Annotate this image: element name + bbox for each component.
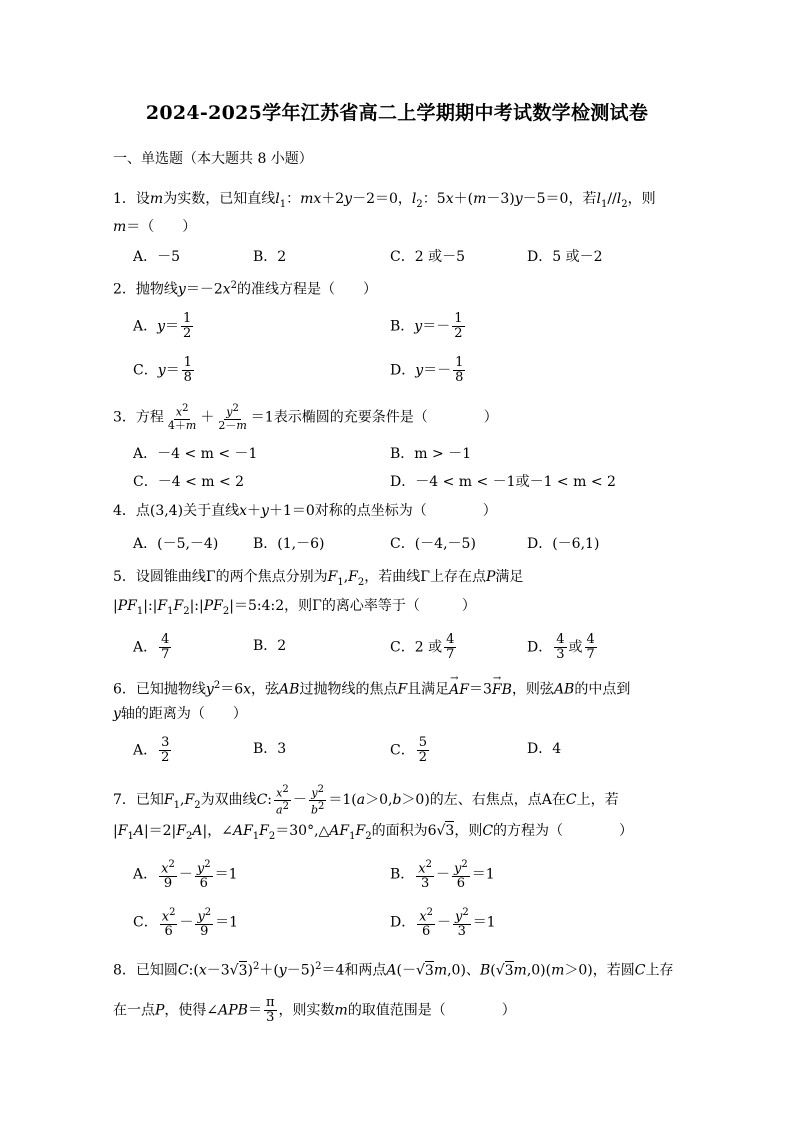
q6-option-d[interactable]: D．4 [527, 741, 562, 757]
section-heading: 一、单选题（本大题共 8 小题） [113, 151, 313, 167]
q4-option-d[interactable]: D．(－6,1) [527, 536, 600, 552]
q4-option-a[interactable]: A．(－5,－4) [133, 536, 219, 552]
q6-option-b[interactable]: B．3 [253, 741, 287, 757]
q7-option-a[interactable]: A． $\frac{x^2}{9}$ － $\frac{y^2}{6}$ ＝1 [133, 859, 238, 892]
q1-option-c[interactable]: C．2 或－5 [390, 249, 465, 265]
question-3-stem: 3．方程 $\frac{x^2}{4+m}$ ＋ $\frac{y^2}{2-m}$ ＝1表示椭圆的充要条件是（ ） [113, 403, 498, 432]
q4-option-c[interactable]: C．(－4,－5) [390, 536, 476, 552]
q1-option-d[interactable]: D．5 或－2 [527, 249, 603, 265]
question-6-stem-2: y轴的距离为（ ） [113, 706, 247, 722]
q5-option-d[interactable]: D． $\frac{4}{3}$ 或 $\frac{4}{7}$ [527, 632, 595, 662]
q3-option-a[interactable]: A．－4 < m < －1 [133, 446, 258, 462]
question-1-stem: 1．设m为实数，已知直线$l_1$：mx＋2y－2＝0，$l_2$：5x＋(m－3)y－5＝0，若$l_1//l_2$，则 [113, 191, 656, 210]
question-1-tail: m＝（ ） [113, 219, 197, 235]
q1-option-a[interactable]: A．－5 [133, 249, 181, 265]
q1-option-b[interactable]: B．2 [253, 249, 287, 265]
q7-option-d[interactable]: D． $\frac{x^2}{6}$ － $\frac{y^2}{3}$ ＝1 [390, 907, 496, 940]
q5-option-c[interactable]: C．2 或 $\frac{4}{7}$ [390, 632, 455, 662]
question-5-stem: 5．设圆锥曲线Γ的两个焦点分别为$F_1,F_2$，若曲线Γ上存在点P满足 [113, 569, 524, 588]
q3-option-d[interactable]: D．－4 < m < －1或－1 < m < 2 [390, 474, 616, 490]
q7-option-c[interactable]: C． $\frac{x^2}{6}$ － $\frac{y^2}{9}$ ＝1 [133, 907, 239, 940]
question-7-stem: 7．已知$F_1,F_2$为双曲线C: $\frac{x^2}{a^2}$ － $\frac{y^2}{b^2}$ ＝1(a＞0,b＞0)的左、右焦点，点A在C上，若 [113, 784, 619, 817]
q2-option-c[interactable]: C．y＝ $\frac{1}{8}$ [133, 355, 192, 385]
q2-option-a[interactable]: A．y＝ $\frac{1}{2}$ [133, 311, 192, 341]
question-6-stem: 6．已知抛物线$y^2=6x$，弦AB过抛物线的焦点F且满足→ AF＝3→ FB，则弦AB的中点到 [113, 677, 630, 699]
page-title: 2024-2025学年江苏省高二上学期期中考试数学检测试卷 [145, 102, 649, 124]
q5-option-b[interactable]: B．2 [253, 638, 287, 654]
q7-option-b[interactable]: B． $\frac{x^2}{3}$ － $\frac{y^2}{6}$ ＝1 [390, 859, 495, 892]
q4-option-b[interactable]: B．(1,－6) [253, 536, 325, 552]
q5-option-a[interactable]: A． $\frac{4}{7}$ [133, 632, 170, 662]
q6-option-c[interactable]: C． $\frac{5}{2}$ [390, 735, 427, 765]
question-8-stem-2: 在一点P，使得∠APB＝ $\frac{\pi}{3}$ ，则实数m的取值范围是（ ） [113, 995, 516, 1025]
question-7-stem-2: $|F_1A|=2|F_2A|$，$\angle AF_1F_2=30^\circ,\triangle AF_1F_2$的面积为6√3，则C的方程为（ ） [113, 823, 634, 842]
question-2-stem: 2．抛物线$y=-2x^2$的准线方程是（ ） [113, 280, 378, 298]
question-4-stem: 4．点(3,4)关于直线x＋y＋1＝0对称的点坐标为（ ） [113, 503, 497, 519]
q2-option-b[interactable]: B．y＝－ $\frac{1}{2}$ [390, 311, 463, 341]
q3-option-c[interactable]: C．－4 < m < 2 [133, 474, 245, 490]
q6-option-a[interactable]: A． $\frac{3}{2}$ [133, 735, 170, 765]
question-5-stem-2: $|PF_1|:|F_1F_2|:|PF_2|=5:4:2$，则Γ的离心率等于（ ） [113, 598, 476, 617]
question-8-stem: 8．已知圆$C:(x-3√3)^2+(y-5)^2=4$和两点A(－√3m,0)、B(√3m,0)(m＞0)，若圆C上存 [113, 961, 674, 979]
q3-option-b[interactable]: B．m > －1 [390, 446, 472, 462]
q2-option-d[interactable]: D．y＝－ $\frac{1}{8}$ [390, 355, 464, 385]
